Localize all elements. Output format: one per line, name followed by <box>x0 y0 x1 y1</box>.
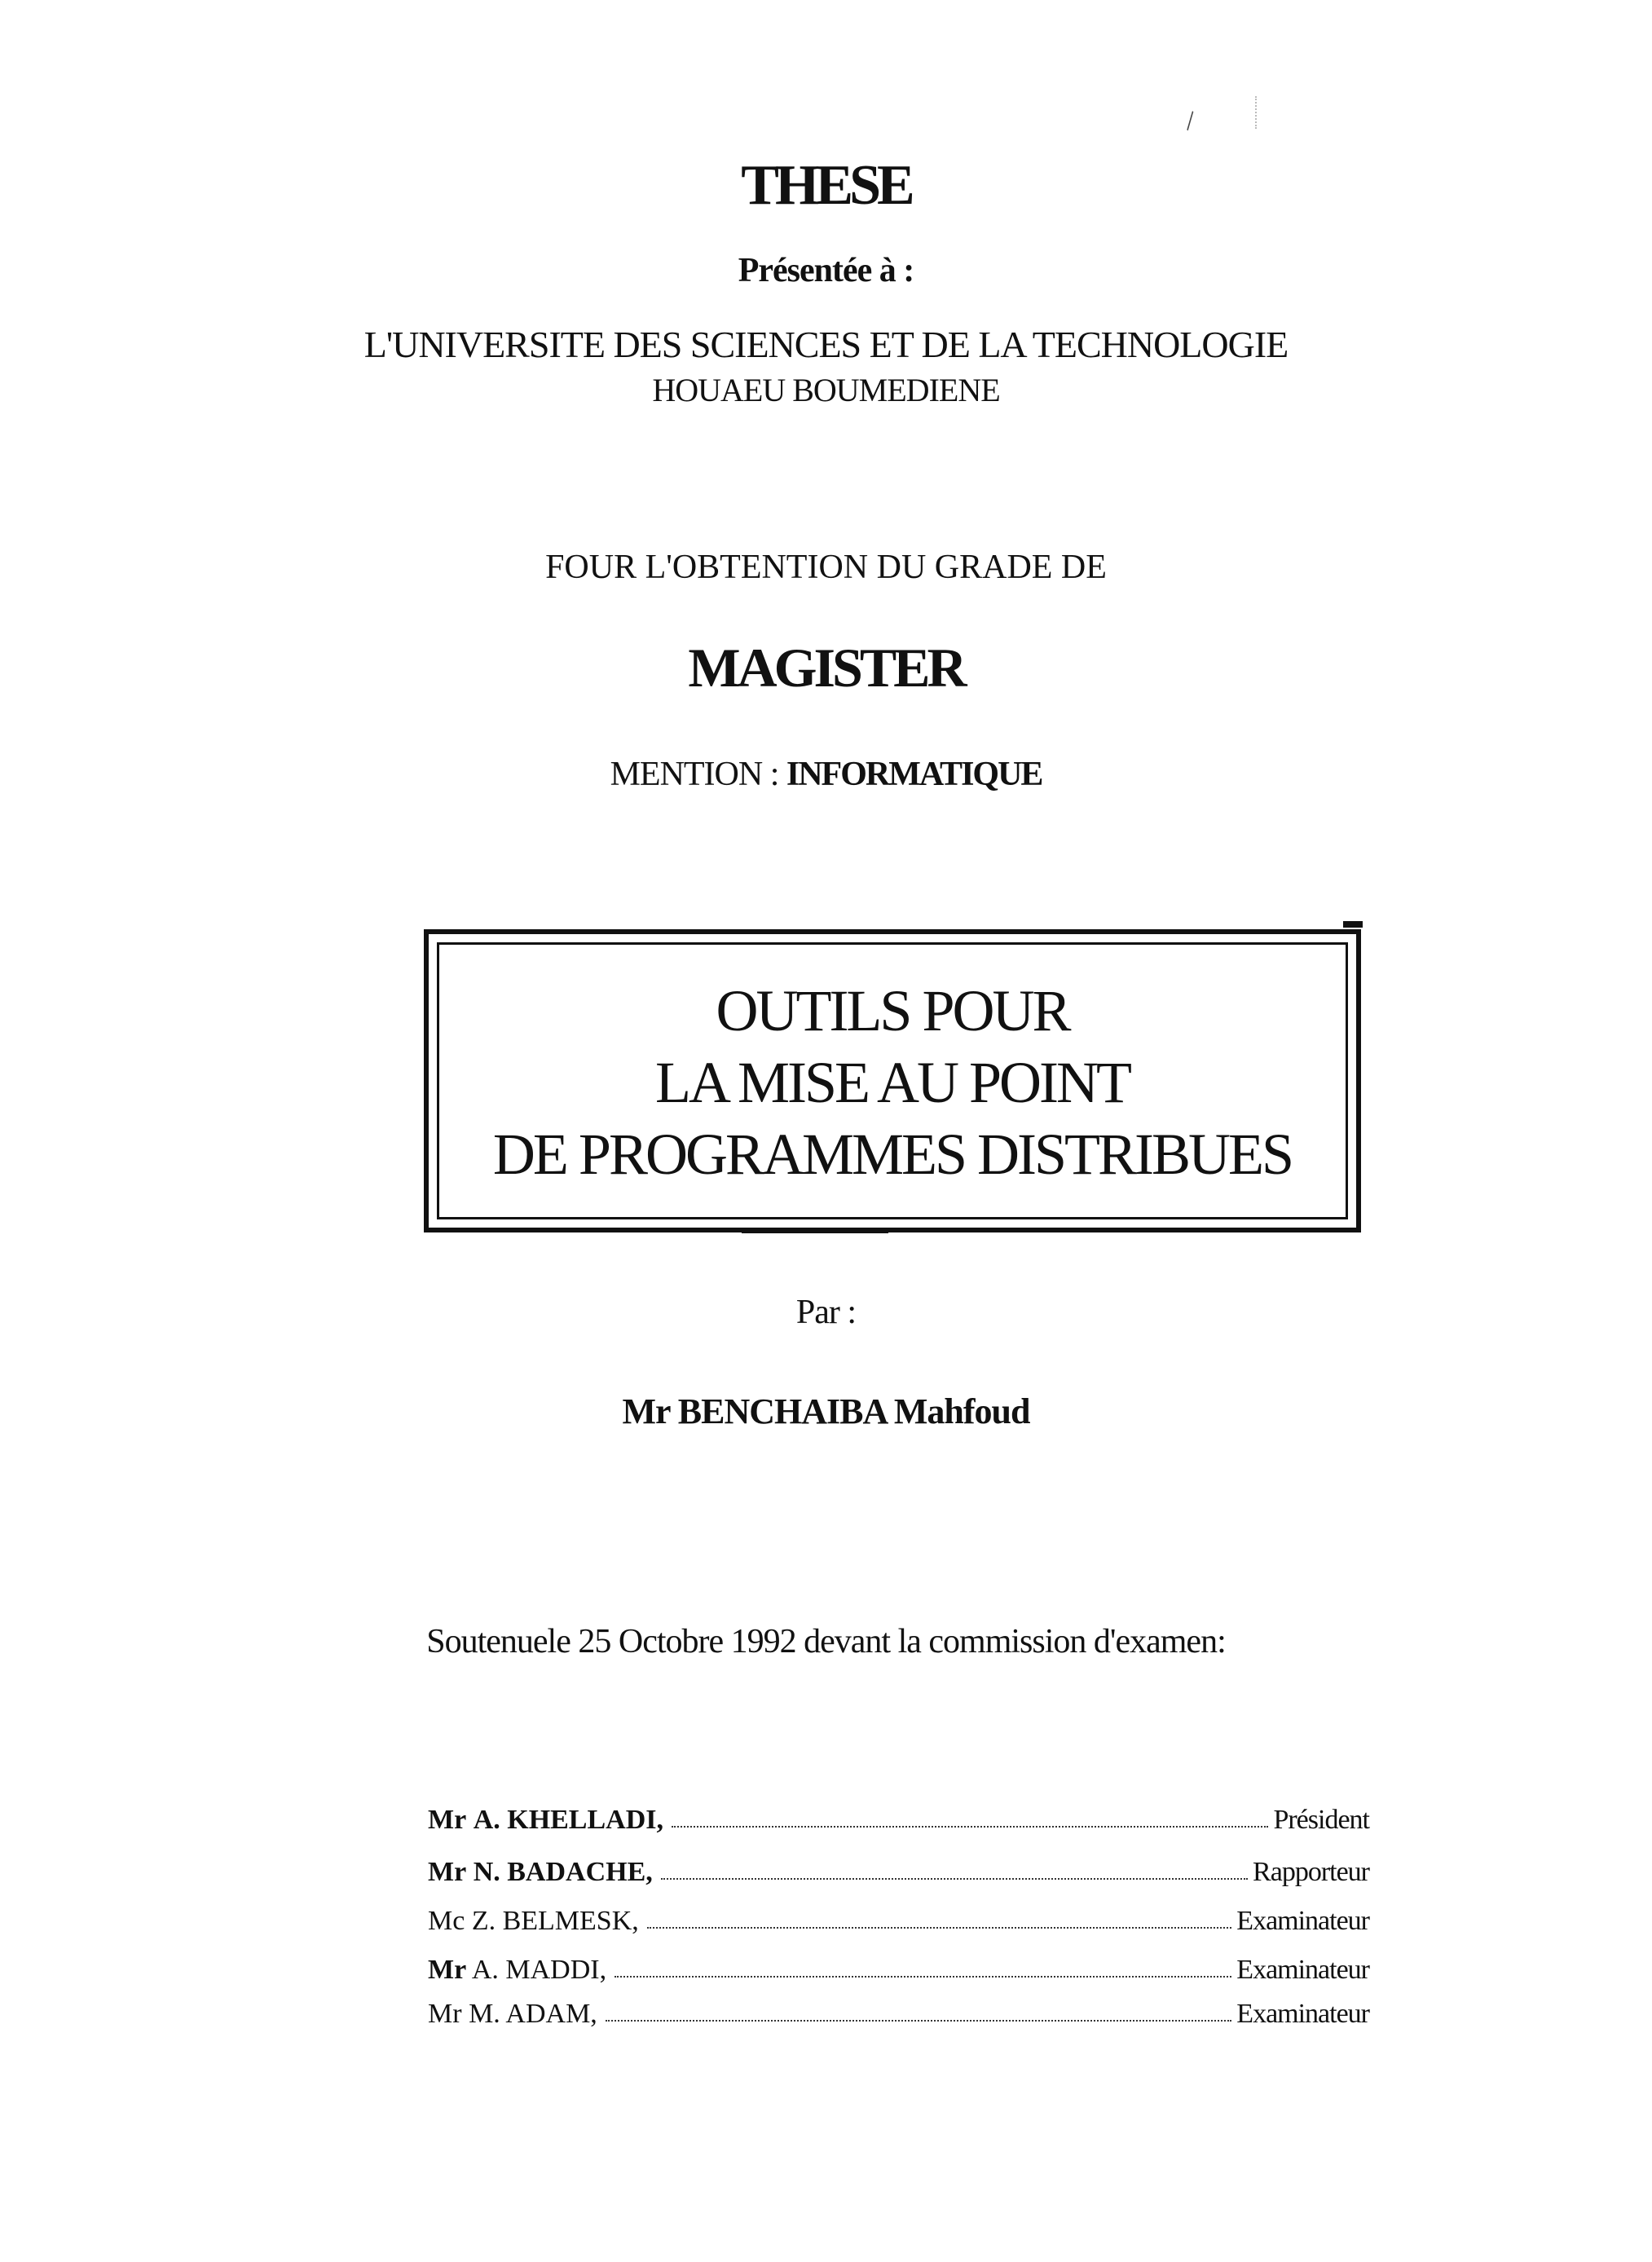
jury-member <box>428 1857 653 1888</box>
scan-artifact-dots <box>1255 96 1258 129</box>
university-line-2: HOUAEU BOUMEDIENE <box>652 372 1000 408</box>
leader-dots <box>606 2020 1231 2022</box>
jury-name: A. KHELLADI, <box>473 1805 664 1835</box>
scan-artifact: \ <box>1178 106 1202 136</box>
university-name <box>0 323 1652 409</box>
jury-member <box>428 1955 606 1986</box>
degree-obtention: FOUR L'OBTENTION DU GRADE DE <box>545 549 1107 586</box>
jury-title: Mr <box>428 1805 467 1835</box>
thesis-title-line-2: LA MISE AU POINT <box>654 1050 1130 1115</box>
jury-row <box>428 1987 1369 2030</box>
jury-name: N. BADACHE, <box>473 1857 653 1887</box>
document-type: THESE <box>741 154 911 217</box>
jury-member <box>428 1906 639 1937</box>
thesis-title <box>440 975 1345 1190</box>
degree-grade: MAGISTER <box>688 637 964 699</box>
jury-member <box>428 1999 597 2030</box>
presented-to-label: Présentée à : <box>738 252 914 289</box>
jury-role: Examinateur <box>1236 1955 1369 1985</box>
jury-role: Examinateur <box>1236 1906 1369 1936</box>
jury-role: Rapporteur <box>1253 1857 1369 1887</box>
jury-row <box>428 1845 1369 1888</box>
author-name: Mr BENCHAIBA Mahfoud <box>622 1391 1030 1431</box>
jury-title: Mr <box>428 1999 462 2029</box>
thesis-title-line-3: DE PROGRAMMES DISTRIBUES <box>492 1122 1293 1187</box>
jury-row <box>428 1894 1369 1937</box>
degree-mention <box>0 755 1652 794</box>
mention-label: MENTION : <box>610 756 779 793</box>
university-line-1: L'UNIVERSITE DES SCIENCES ET DE LA TECHNOLOGIE <box>363 324 1289 365</box>
mention-value: INFORMATIQUE <box>786 756 1042 793</box>
jury-name: M. ADAM, <box>469 1999 597 2029</box>
title-frame-underline <box>742 1231 888 1233</box>
jury-name: Z. BELMESK, <box>471 1906 639 1936</box>
jury-title: Mr <box>428 1955 467 1985</box>
jury-title: Mr <box>428 1857 467 1887</box>
by-label: Par : <box>795 1294 857 1331</box>
leader-dots <box>615 1976 1231 1978</box>
defense-statement: Soutenuele 25 Octobre 1992 devant la commission d'examen: <box>426 1623 1226 1660</box>
jury-row <box>428 1943 1369 1986</box>
title-frame-corner <box>1343 921 1363 928</box>
leader-dots <box>672 1826 1268 1828</box>
jury-role: Examinateur <box>1236 1999 1369 2029</box>
jury-row <box>428 1793 1369 1836</box>
jury-name: A. MADDI, <box>471 1955 607 1985</box>
leader-dots <box>647 1927 1232 1929</box>
jury-role: Président <box>1273 1805 1369 1835</box>
jury-title: Mc <box>428 1906 465 1936</box>
thesis-title-line-1: OUTILS POUR <box>716 978 1069 1043</box>
jury-member <box>428 1805 663 1836</box>
leader-dots <box>661 1878 1248 1880</box>
